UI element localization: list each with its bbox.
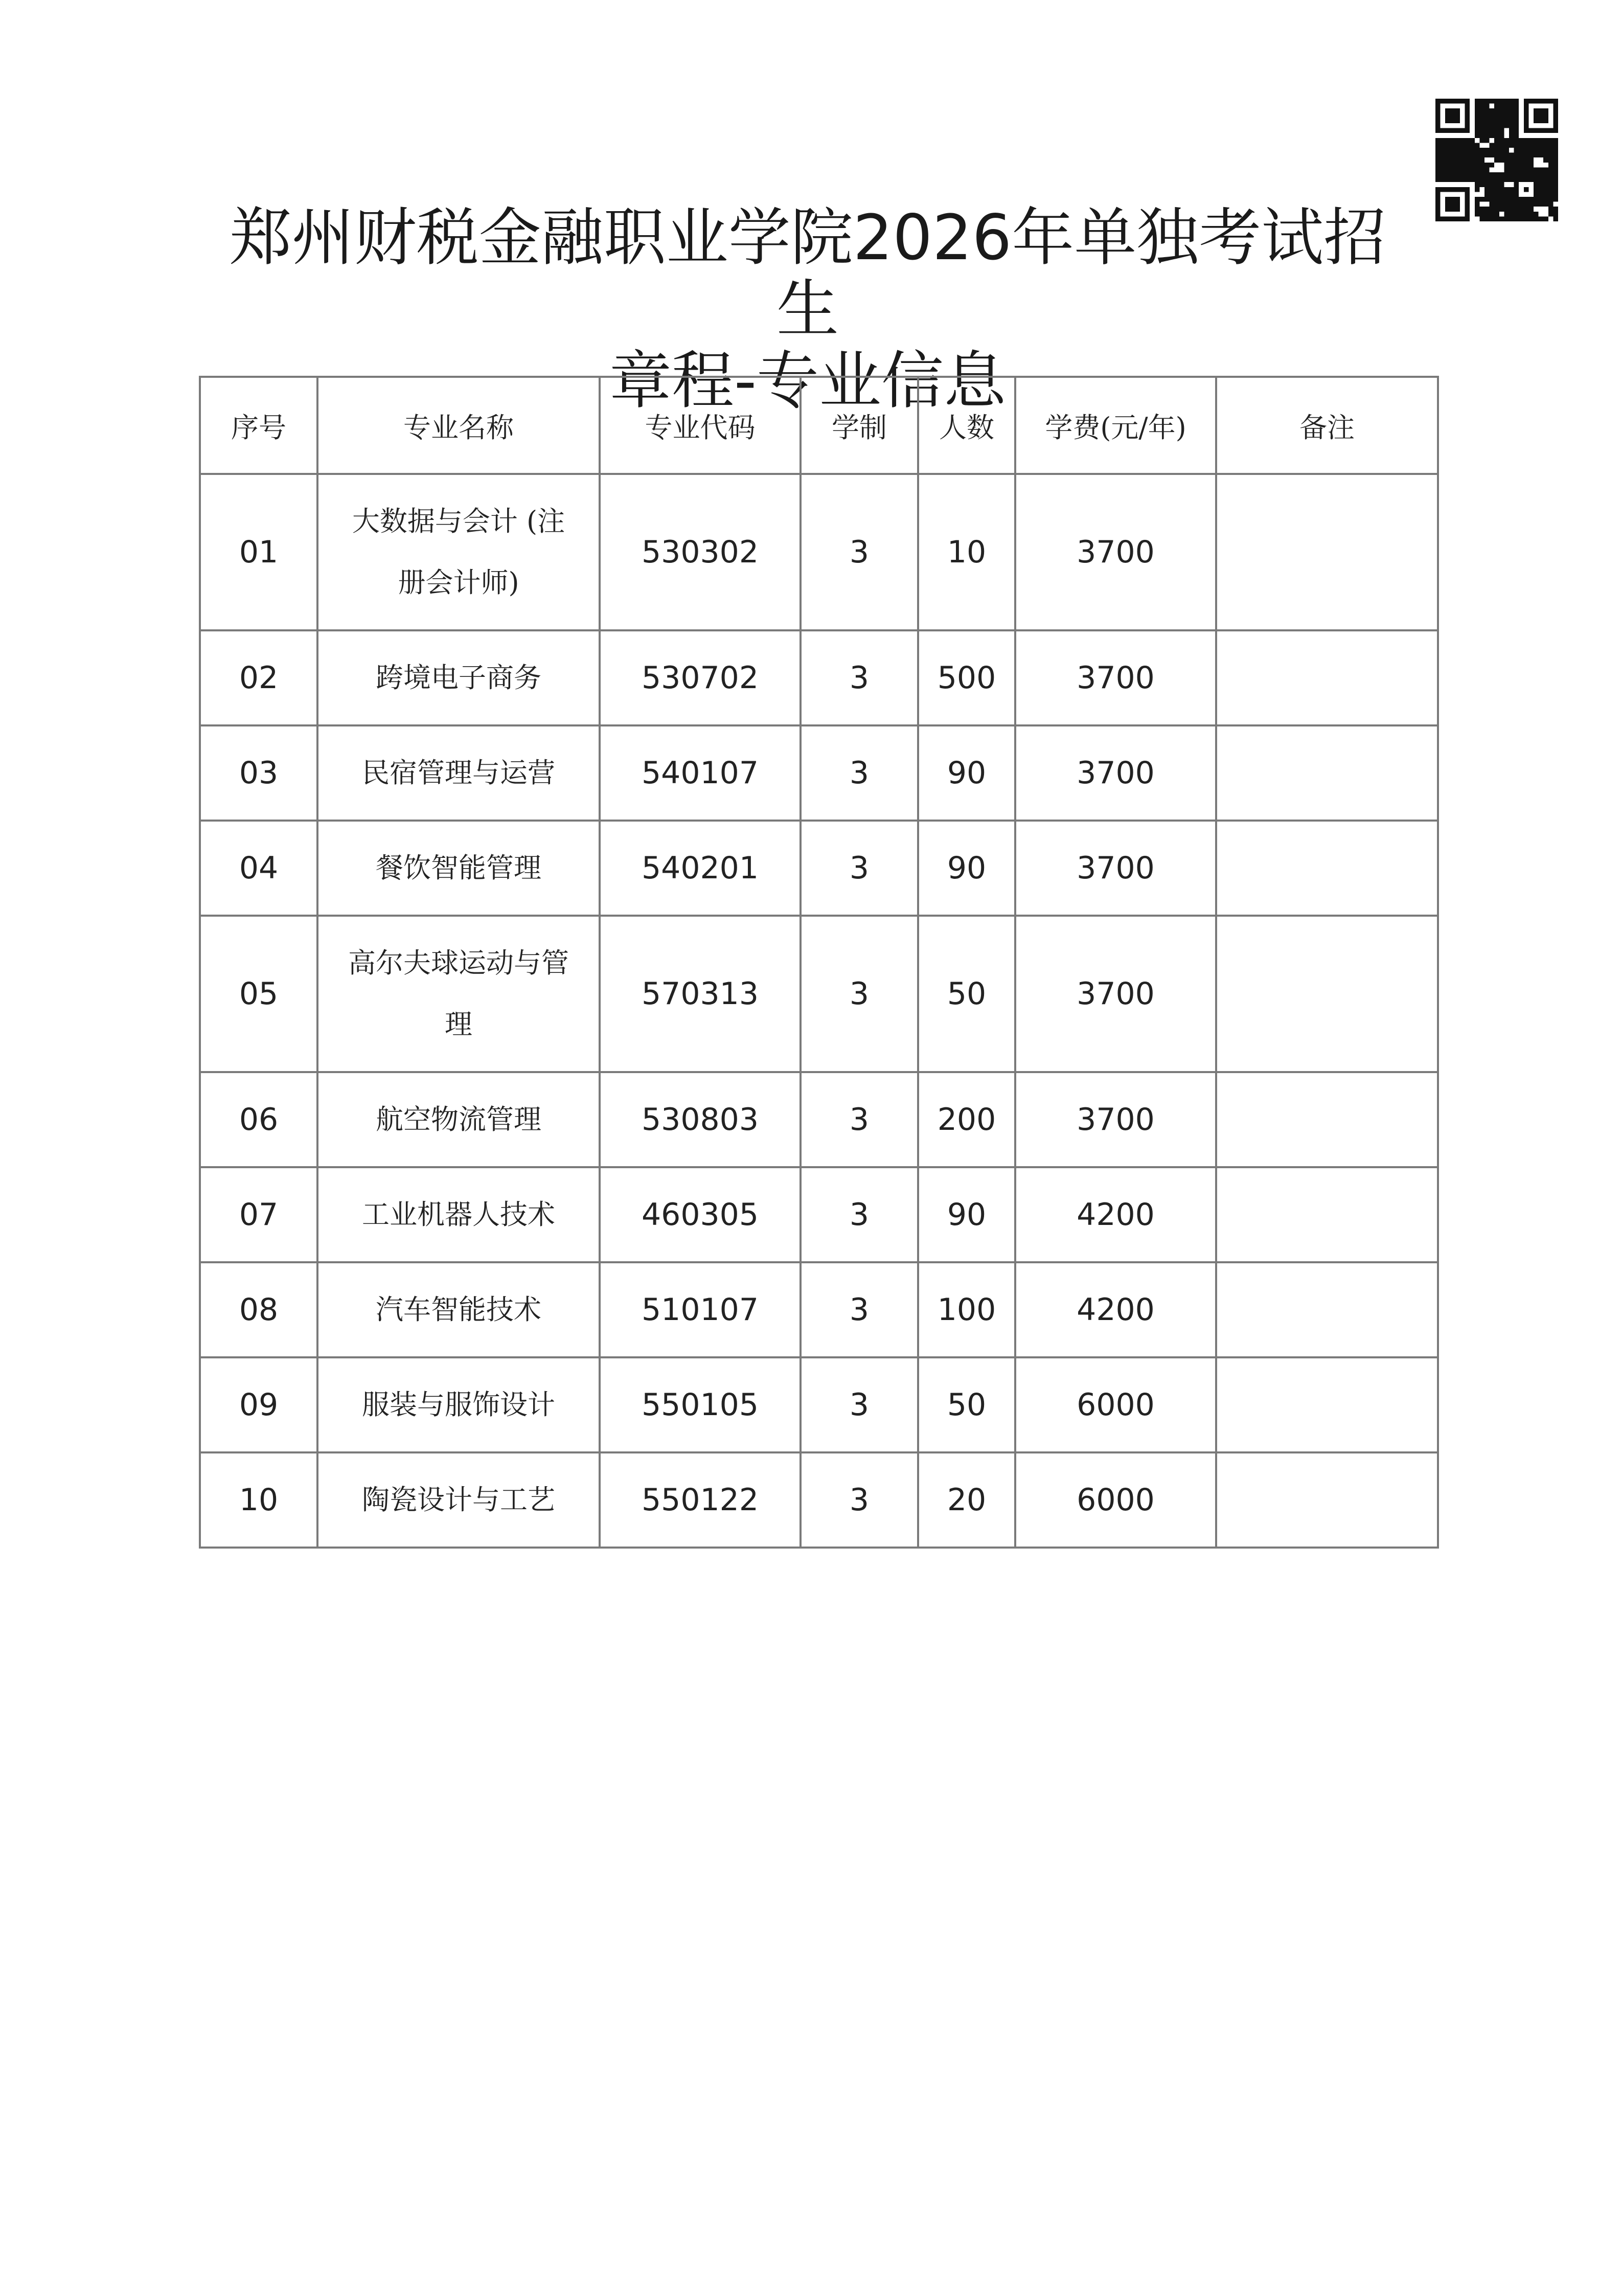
- table-row: [200, 1167, 1438, 1262]
- table-row: [200, 725, 1438, 821]
- cell-major-code: 460305: [600, 1167, 801, 1262]
- table-row: [200, 1262, 1438, 1357]
- cell-count: 100: [918, 1262, 1015, 1357]
- cell-years: 3: [801, 1167, 918, 1262]
- table-row: [200, 821, 1438, 916]
- cell-fee: 3700: [1015, 630, 1216, 725]
- table-row: [200, 1452, 1438, 1548]
- cell-note: [1216, 916, 1438, 1072]
- major-name-line: 餐饮智能管理: [376, 852, 541, 884]
- cell-years: 3: [801, 725, 918, 821]
- page-title-line-1: 郑州财税金融职业学院2026年单独考试招生: [229, 201, 1386, 346]
- major-name-line: 册会计师): [398, 566, 519, 599]
- major-name-line: 服装与服饰设计: [362, 1389, 555, 1421]
- cell-count: 500: [918, 630, 1015, 725]
- cell-fee: 3700: [1015, 821, 1216, 916]
- cell-major-code: 530803: [600, 1072, 801, 1167]
- header-fee: 学费(元/年): [1015, 377, 1216, 474]
- cell-count: 50: [918, 1357, 1015, 1452]
- cell-major-code: 510107: [600, 1262, 801, 1357]
- cell-no: 08: [200, 1262, 317, 1357]
- cell-no: 06: [200, 1072, 317, 1167]
- major-name-line: 航空物流管理: [376, 1103, 541, 1135]
- cell-major-name: [317, 1452, 600, 1548]
- cell-years: 3: [801, 1262, 918, 1357]
- cell-years: 3: [801, 1072, 918, 1167]
- cell-count: 20: [918, 1452, 1015, 1548]
- cell-note: [1216, 725, 1438, 821]
- cell-count: 90: [918, 821, 1015, 916]
- major-name-line: 工业机器人技术: [362, 1198, 555, 1231]
- cell-years: 3: [801, 821, 918, 916]
- table-row: [200, 1357, 1438, 1452]
- cell-note: [1216, 821, 1438, 916]
- cell-years: 3: [801, 630, 918, 725]
- header-major-code: 专业代码: [600, 377, 801, 474]
- major-name-line: 民宿管理与运营: [362, 757, 555, 789]
- cell-note: [1216, 1452, 1438, 1548]
- cell-note: [1216, 630, 1438, 725]
- major-name-line: 大数据与会计 (注: [352, 505, 565, 537]
- table-row: [200, 1072, 1438, 1167]
- header-no: 序号: [200, 377, 317, 474]
- major-info-table: [199, 376, 1439, 1549]
- major-name-line: 汽车智能技术: [376, 1293, 541, 1326]
- cell-no: 09: [200, 1357, 317, 1452]
- cell-no: 10: [200, 1452, 317, 1548]
- cell-fee: 4200: [1015, 1262, 1216, 1357]
- cell-no: 07: [200, 1167, 317, 1262]
- cell-major-name: [317, 1357, 600, 1452]
- cell-no: 03: [200, 725, 317, 821]
- cell-major-name: [317, 725, 600, 821]
- header-note: 备注: [1216, 377, 1438, 474]
- cell-note: [1216, 1072, 1438, 1167]
- major-name-line: 陶瓷设计与工艺: [362, 1484, 555, 1516]
- major-name-line: 理: [445, 1008, 472, 1040]
- cell-no: 05: [200, 916, 317, 1072]
- cell-years: 3: [801, 474, 918, 630]
- cell-fee: 3700: [1015, 916, 1216, 1072]
- cell-count: 200: [918, 1072, 1015, 1167]
- cell-fee: 3700: [1015, 1072, 1216, 1167]
- cell-major-name: [317, 1167, 600, 1262]
- cell-major-code: 530702: [600, 630, 801, 725]
- cell-major-name: [317, 630, 600, 725]
- cell-years: 3: [801, 1357, 918, 1452]
- cell-note: [1216, 474, 1438, 630]
- cell-count: 90: [918, 1167, 1015, 1262]
- cell-major-code: 550122: [600, 1452, 801, 1548]
- cell-note: [1216, 1357, 1438, 1452]
- cell-fee: 3700: [1015, 725, 1216, 821]
- cell-count: 10: [918, 474, 1015, 630]
- table-row: [200, 916, 1438, 1072]
- cell-count: 90: [918, 725, 1015, 821]
- cell-no: 01: [200, 474, 317, 630]
- cell-years: 3: [801, 1452, 918, 1548]
- header-count: 人数: [918, 377, 1015, 474]
- major-name-line: 高尔夫球运动与管: [348, 947, 569, 979]
- cell-note: [1216, 1262, 1438, 1357]
- cell-major-code: 530302: [600, 474, 801, 630]
- cell-major-code: 540201: [600, 821, 801, 916]
- header-years: 学制: [801, 377, 918, 474]
- table-row: [200, 630, 1438, 725]
- cell-major-code: 550105: [600, 1357, 801, 1452]
- cell-major-name: [317, 916, 600, 1072]
- cell-fee: 6000: [1015, 1357, 1216, 1452]
- cell-fee: 3700: [1015, 474, 1216, 630]
- cell-major-name: [317, 474, 600, 630]
- cell-no: 02: [200, 630, 317, 725]
- cell-major-code: 570313: [600, 916, 801, 1072]
- major-name-line: 跨境电子商务: [376, 662, 541, 694]
- cell-count: 50: [918, 916, 1015, 1072]
- table-header-row: [200, 377, 1438, 474]
- cell-fee: 4200: [1015, 1167, 1216, 1262]
- cell-major-name: [317, 821, 600, 916]
- header-major-name: 专业名称: [317, 377, 600, 474]
- cell-fee: 6000: [1015, 1452, 1216, 1548]
- cell-years: 3: [801, 916, 918, 1072]
- cell-major-name: [317, 1262, 600, 1357]
- page-title-line-2: 章程-专业信息: [609, 345, 1007, 417]
- cell-no: 04: [200, 821, 317, 916]
- table-row: [200, 474, 1438, 630]
- qr-code-icon: [1435, 99, 1558, 221]
- cell-major-code: 540107: [600, 725, 801, 821]
- cell-major-name: [317, 1072, 600, 1167]
- cell-note: [1216, 1167, 1438, 1262]
